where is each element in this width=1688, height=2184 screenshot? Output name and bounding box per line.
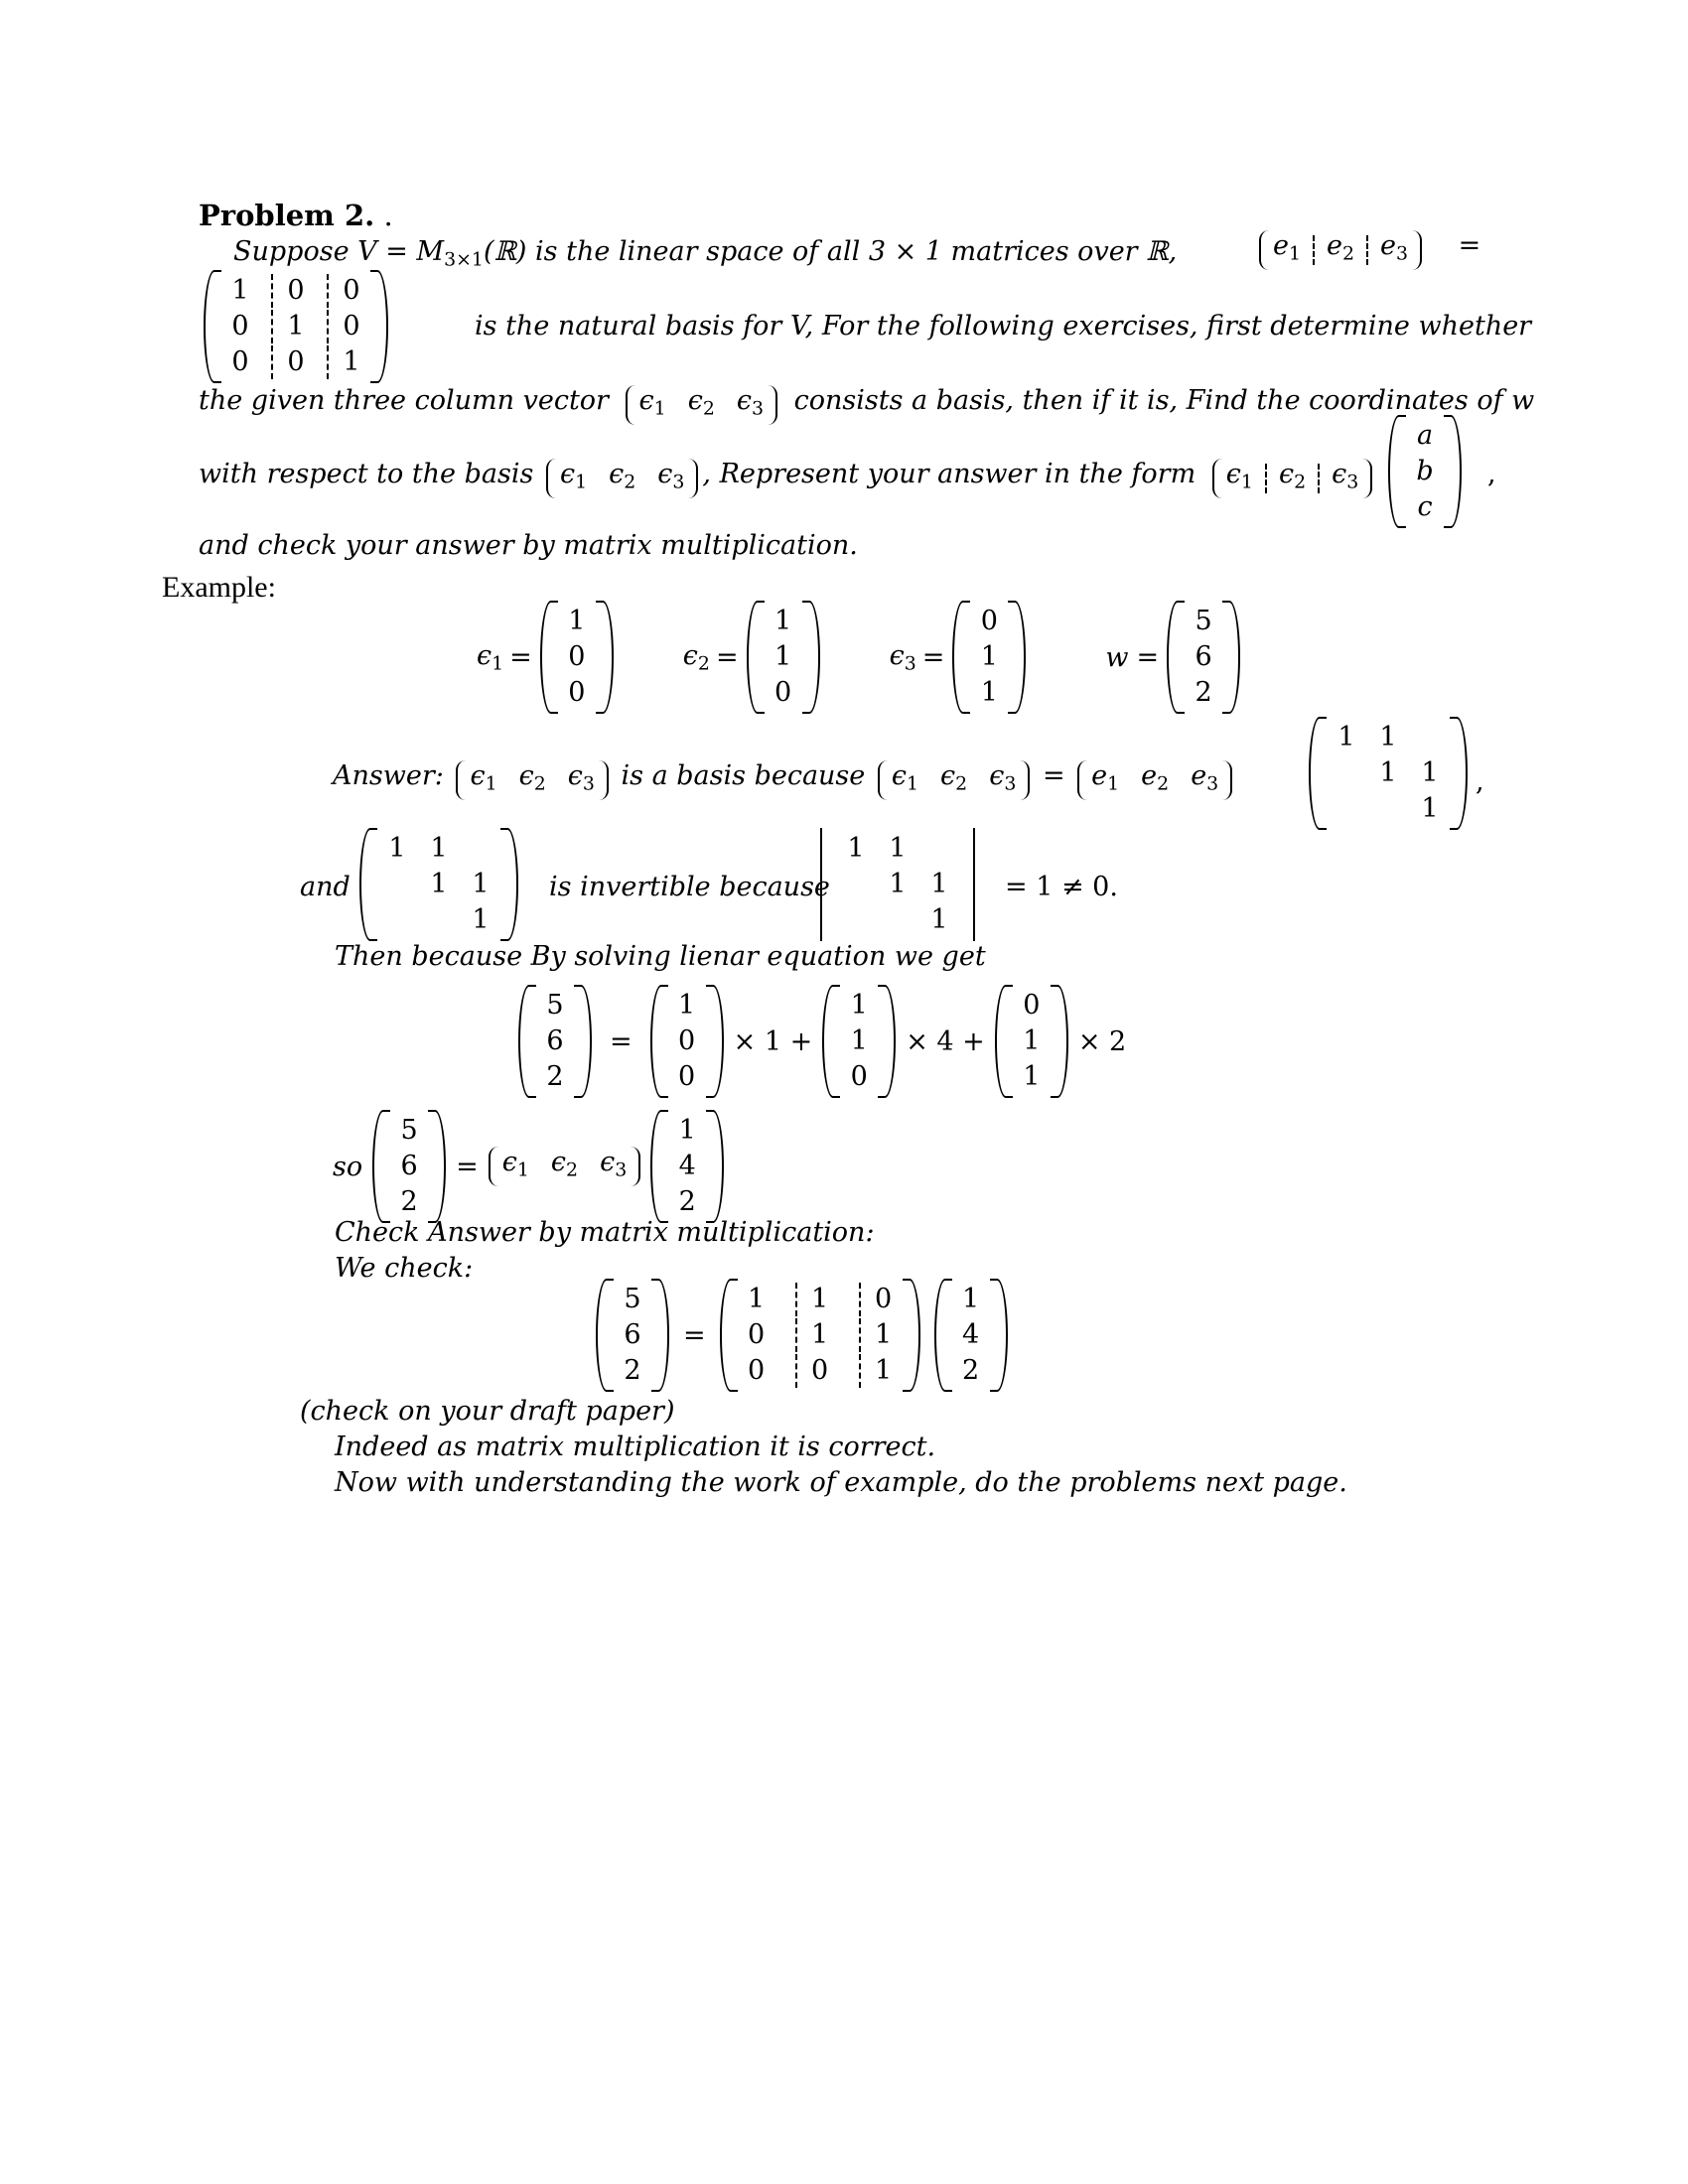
matrix-cell: 1	[1337, 722, 1355, 752]
matrix-cell: 6	[624, 1319, 641, 1350]
matrix-cell: 1	[859, 1354, 893, 1388]
matrix-cell: 2	[962, 1355, 980, 1386]
matrix-cell	[888, 903, 908, 937]
w-symbol: w	[1105, 641, 1129, 673]
vector-eps3	[952, 601, 1026, 714]
problem-heading	[199, 199, 393, 232]
problem-line-3	[199, 385, 1534, 425]
matrix-cell: 0	[568, 641, 586, 672]
matrix-cell: 1	[472, 904, 490, 935]
matrix-cell: 2	[678, 1186, 696, 1217]
matrix-cell: 1	[859, 1318, 893, 1352]
matrix-cell: 0	[795, 1354, 829, 1388]
matrix-cell: 1	[889, 833, 907, 864]
then-text: Then because By solving lienar equation we get	[335, 941, 986, 972]
problem-line-5: and check your answer by matrix multiplication.	[199, 530, 858, 561]
matrix-cell: 1	[327, 345, 360, 379]
determinant-result: = 1 ≠ 0.	[1005, 872, 1118, 902]
matrix-cell: 0	[327, 310, 360, 343]
matrix-cell: 1	[980, 641, 998, 672]
so-text: so	[333, 1151, 363, 1182]
matrix-cell: 2	[624, 1355, 641, 1386]
we-check: We check:	[335, 1253, 474, 1284]
check-heading: Check Answer by matrix multiplication:	[335, 1217, 875, 1248]
matrix-cell: 5	[624, 1284, 641, 1314]
matrix-cell: 1	[568, 606, 586, 636]
matrix-cell: 1	[847, 833, 865, 864]
matrix-cell: 1	[678, 990, 696, 1021]
problem-line-2: is the natural basis for V, For the following exercises, first determine whether	[475, 311, 1532, 341]
matrix-cell: 0	[774, 677, 792, 708]
line-3-text-b: consists a basis, then if it is, Find the coordinates of w	[793, 385, 1535, 416]
intro-text-b: (ℝ) is the linear space of all 3 × 1 matrices over ℝ,	[483, 236, 1178, 267]
matrix-cell: 1	[271, 310, 305, 343]
linear-combination: 5 6 2 = 1 0 0 × 1 + 1 1 0 × 4 + 0 1 1 × 2	[518, 985, 1126, 1098]
matrix-cell: 6	[400, 1151, 418, 1181]
matrix-cell: 0	[850, 1061, 868, 1092]
natural-basis-row-1: $e_1$ $e_2$ $e_3$ =	[1259, 230, 1480, 270]
matrix-cell: 1	[850, 990, 868, 1021]
is-basis-because: is a basis because	[621, 760, 866, 791]
coefficient-1: × 1 +	[733, 1025, 813, 1057]
epsilon-row-vector: $\epsilon_1$ $\epsilon_2$ $\epsilon_3$	[626, 385, 777, 425]
matrix-cell: 6	[1195, 641, 1212, 672]
line-3-text-a: the given three column vector	[199, 385, 609, 416]
answer-label: Answer:	[333, 760, 444, 791]
matrix-cell: 1	[388, 833, 406, 864]
matrix-cell: 4	[678, 1151, 696, 1181]
matrix-cell: 5	[400, 1115, 418, 1146]
matrix-cell: 0	[1023, 990, 1041, 1021]
vector-eps2	[747, 601, 820, 714]
epsilon-dashed-row: $\epsilon_1$ $\epsilon_2$ $\epsilon_3$	[1212, 459, 1372, 498]
matrix-cell: 1	[1421, 793, 1439, 824]
line-4-text-b: , Represent your answer in the form	[702, 459, 1196, 489]
matrix-cell: 1	[795, 1283, 829, 1316]
matrix-cell: 5	[1195, 606, 1212, 636]
e2-letter: e	[1327, 230, 1342, 261]
matrix-cell: 1	[1421, 757, 1439, 788]
dashed-separator	[1366, 235, 1368, 265]
matrix-cell	[471, 832, 491, 866]
matrix-cell: 1	[472, 869, 490, 899]
matrix-cell: 1	[889, 869, 907, 899]
matrix-cell: 0	[678, 1061, 696, 1092]
matrix-cell: 0	[678, 1025, 696, 1056]
intro-text-a: Suppose V = M	[233, 236, 445, 267]
upper-matrix-invertible	[359, 828, 518, 941]
matrix-cell: 1	[678, 1115, 696, 1146]
matrix-cell: 6	[546, 1025, 564, 1056]
matrix-cell: 1	[1379, 757, 1397, 788]
epsilon-row-vector: $\epsilon_1$ $\epsilon_2$ $\epsilon_3$	[546, 459, 698, 498]
now-text: Now with understanding the work of example, do the problems next page.	[335, 1467, 1347, 1498]
matrix-cell	[929, 832, 949, 866]
abc-vector: a b c ,	[1388, 415, 1462, 528]
matrix-cell: 0	[327, 274, 360, 308]
e2-label	[1327, 230, 1354, 270]
matrix-cell: b	[1416, 456, 1434, 486]
matrix-cell	[1378, 792, 1398, 826]
matrix-cell: 1	[930, 904, 948, 935]
coefficient-2: × 4 +	[906, 1025, 985, 1057]
matrix-cell	[1420, 721, 1440, 754]
matrix-cell: 1	[774, 641, 792, 672]
line-4-text-a: with respect to the basis	[199, 459, 534, 489]
matrix-cell: 1	[980, 677, 998, 708]
check-equation: 5 6 2 = 1 1 0 0 1 1 0 0 1 1 4 2	[596, 1279, 1008, 1392]
matrix-cell: 0	[271, 345, 305, 379]
problem-title: Problem 2.	[199, 199, 375, 232]
matrix-cell: 1	[1023, 1025, 1041, 1056]
vector-w	[1167, 601, 1240, 714]
matrix-cell: 0	[231, 346, 249, 377]
matrix-cell: 1	[962, 1284, 980, 1314]
example-label: Example:	[162, 571, 276, 604]
check-draft-text: (check on your draft paper)	[300, 1396, 675, 1427]
matrix-cell: 0	[748, 1319, 766, 1350]
matrix-cell: 1	[795, 1318, 829, 1352]
upper-matrix-answer: 1 1 1 1 1 ,	[1309, 717, 1468, 830]
matrix-cell: 1	[1379, 722, 1397, 752]
problem-title-dot: .	[383, 199, 393, 232]
matrix-cell: 1	[748, 1284, 766, 1314]
matrix-cell	[429, 903, 449, 937]
dashed-separator	[1313, 235, 1315, 265]
matrix-cell: 0	[748, 1355, 766, 1386]
invertible-because-text: is invertible because	[549, 872, 830, 902]
matrix-cell: 1	[930, 869, 948, 899]
so-equation: so 5 6 2 = $\epsilon_1$ $\epsilon_2$ $\epsilon_3$ 1 4 2	[333, 1110, 724, 1223]
coefficient-3: × 2	[1077, 1025, 1127, 1057]
matrix-cell: 1	[430, 833, 448, 864]
matrix-cell: 1	[1023, 1061, 1041, 1092]
determinant	[820, 828, 975, 941]
e1-sub: 1	[1288, 242, 1302, 265]
matrix-cell: 0	[231, 311, 249, 341]
matrix-cell	[846, 868, 866, 901]
matrix-cell	[1336, 792, 1356, 826]
matrix-cell: 1	[231, 275, 249, 306]
matrix-cell	[387, 903, 407, 937]
matrix-cell: 4	[962, 1319, 980, 1350]
matrix-cell: 0	[859, 1283, 893, 1316]
matrix-cell: 2	[546, 1061, 564, 1092]
e3-label	[1380, 230, 1408, 270]
example-vectors-row: $\epsilon_1$ = 1 0 0 $\epsilon_2$ = 1 1 0 $\epsilon_3$ = 0 1 1 w = 5 6 2	[477, 601, 1240, 714]
matrix-cell: 0	[980, 606, 998, 636]
matrix-cell: 2	[400, 1186, 418, 1217]
e3-letter: e	[1380, 230, 1397, 261]
and-text: and	[300, 872, 351, 902]
matrix-cell: 5	[546, 990, 564, 1021]
vector-eps1	[540, 601, 614, 714]
answer-line: Answer: $\epsilon_1$ $\epsilon_2$ $\epsilon_3$ is a basis because $\epsilon_1$ $\epsilon_2$ $\epsilon_3$ = $e_1$ $e_2$ $e_3$	[333, 760, 1232, 800]
matrix-cell: 1	[850, 1025, 868, 1056]
matrix-cell: 1	[774, 606, 792, 636]
e1-label	[1273, 230, 1301, 270]
matrix-cell: 0	[568, 677, 586, 708]
matrix-cell	[387, 868, 407, 901]
indeed-text: Indeed as matrix multiplication it is correct.	[335, 1432, 936, 1462]
matrix-cell: 1	[430, 869, 448, 899]
problem-line-1	[233, 236, 1177, 271]
matrix-cell: c	[1417, 491, 1433, 522]
problem-line-4	[199, 459, 1372, 498]
matrix-cell: 0	[271, 274, 305, 308]
matrix-cell: 2	[1195, 677, 1212, 708]
e2-sub: 2	[1342, 242, 1355, 265]
intro-subscript: 3×1	[444, 248, 484, 271]
identity-matrix	[204, 270, 388, 383]
matrix-cell: a	[1416, 420, 1434, 451]
matrix-cell	[1336, 756, 1356, 790]
e3-sub: 3	[1396, 242, 1409, 265]
e1-letter: e	[1273, 230, 1289, 261]
matrix-cell	[846, 903, 866, 937]
